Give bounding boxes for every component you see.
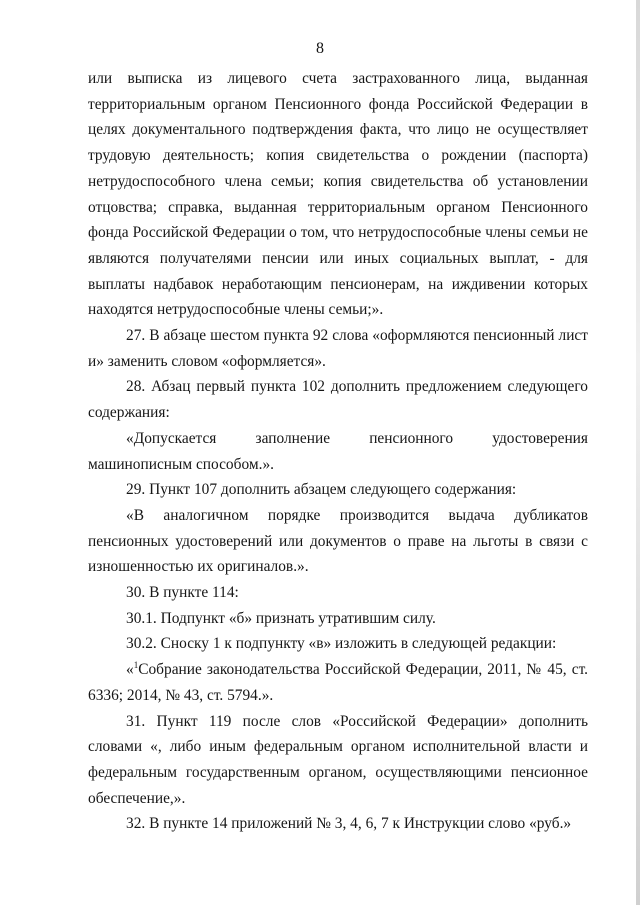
paragraph-item-30-1: 30.1. Подпункт «б» признать утратившим силу. <box>126 609 436 627</box>
paragraph-item-27: 27. В абзаце шестом пункта 92 слова «оформляются пенсионный лист и» заменить словом «оформляется». <box>88 327 588 370</box>
footnote-marker: 1 <box>133 660 139 671</box>
paragraph-item-29: 29. Пункт 107 дополнить абзацем следующего содержания: <box>126 481 517 499</box>
paragraph-item-32: 32. В пункте 14 приложений № 3, 4, 6, 7 к Инструкции слово «руб.» <box>126 815 572 833</box>
scan-edge-shadow <box>636 0 640 905</box>
footnote-open-quote: « <box>126 661 134 679</box>
paragraph-continuation: или выписка из лицевого счета застрахованного лица, выданная территориальным органом Пенсионного фонда Российской Федерации в целях документального подтверждения факта, что лицо не осуществляет трудовую деятельность; копия свидетельства о рождении (паспорта) нетрудоспособного члена семьи; копия свидетельства об установлении отцовства; справка, выданная территориальным органом Пенсионного фонда Российской Федерации о том, что нетрудоспособные члены семьи не являются получателями пенсии или иных социальных выплат, - для выплаты надбавок неработающим пенсионерам, на иждивении которых находятся нетрудоспособные члены семьи;». <box>88 70 588 319</box>
paragraph-item-30: 30. В пункте 114: <box>126 584 239 602</box>
page-number: 8 <box>316 40 324 57</box>
paragraph-quote-29: «В аналогичном порядке производится выдача дубликатов пенсионных удостоверений или документов о праве на льготы в связи с изношенностью их оригиналов.». <box>88 506 588 576</box>
paragraph-item-31: 31. Пункт 119 после слов «Российской Федерации» дополнить словами «, либо иным федеральным органом исполнительной власти и федеральным государственным органом, осуществляющими пенсионное обеспечение,». <box>88 712 588 807</box>
paragraph-item-30-2: 30.2. Сноску 1 к подпункту «в» изложить в следующей редакции: <box>126 635 557 653</box>
footnote-text: Собрание законодательства Российской Федерации, 2011, № 45, ст. 6336; 2014, № 43, ст. 5794.». <box>88 661 588 704</box>
paragraph-footnote-quote <box>88 657 588 708</box>
paragraph-item-28: 28. Абзац первый пункта 102 дополнить предложением следующего содержания: <box>88 378 588 422</box>
paragraph-quote-28: «Допускается заполнение пенсионного удостоверения машинописным способом.». <box>88 429 588 473</box>
document-body <box>88 66 588 837</box>
